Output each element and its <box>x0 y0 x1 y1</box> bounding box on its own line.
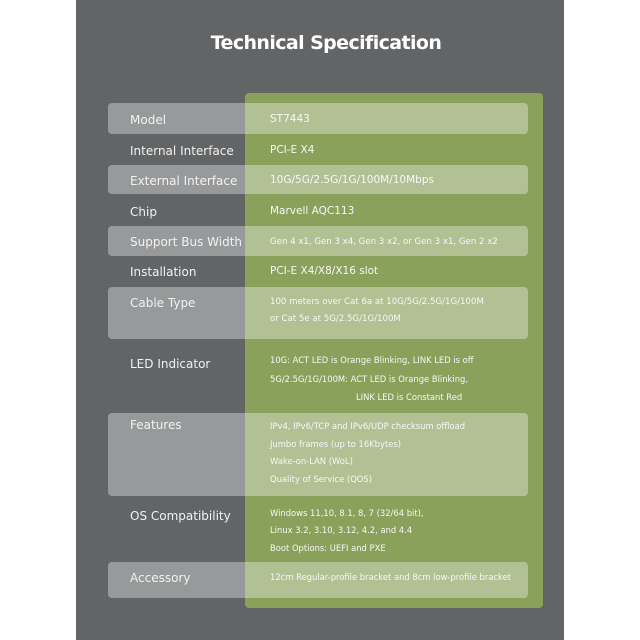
spec-value-led-indicator-line: 10G: ACT LED is Orange Blinking, LINK LED is off <box>270 355 474 365</box>
spec-label-cable-type: Cable Type <box>130 296 196 310</box>
spec-label-installation: Installation <box>130 265 197 279</box>
row-band-cable-type <box>108 287 528 339</box>
spec-label-chip: Chip <box>130 205 157 219</box>
spec-value-cable-type-line: 100 meters over Cat 6a at 10G/5G/2.5G/1G/100M <box>270 297 484 307</box>
spec-value-os-compatibility-line: Boot Options: UEFI and PXE <box>270 543 386 553</box>
spec-value-features-line: Wake-on-LAN (WoL) <box>270 456 353 466</box>
spec-value-led-indicator-line: LINK LED is Constant Red <box>356 392 463 402</box>
spec-value-installation: PCI-E X4/X8/X16 slot <box>270 265 379 277</box>
spec-value-led-indicator-line: 5G/2.5G/1G/100M: ACT LED is Orange Blinking, <box>270 374 469 384</box>
spec-value-features-line: IPv4, IPv6/TCP and IPv6/UDP checksum offload <box>270 421 466 431</box>
spec-value-model: ST7443 <box>270 113 310 125</box>
spec-value-internal-interface: PCI-E X4 <box>270 144 315 156</box>
spec-label-model: Model <box>130 113 167 127</box>
spec-label-features: Features <box>130 418 182 432</box>
row-band-model <box>108 103 528 134</box>
spec-value-cable-type-line: or Cat 5e at 5G/2.5G/1G/100M <box>270 314 401 324</box>
spec-value-features-line: Jumbo frames (up to 16Kbytes) <box>270 439 402 449</box>
spec-value-accessory: 12cm Regular-profile bracket and 8cm low-profile bracket <box>270 572 512 582</box>
spec-label-led-indicator: LED Indicator <box>130 357 211 371</box>
spec-value-os-compatibility-line: Windows 11,10, 8.1, 8, 7 (32/64 bit), <box>270 508 424 518</box>
spec-label-os-compatibility: OS Compatibility <box>130 509 231 523</box>
spec-value-os-compatibility-line: Linux 3.2, 3.10, 3.12, 4.2, and 4.4 <box>270 525 413 535</box>
spec-value-features-line: Quality of Service (QOS) <box>270 474 372 484</box>
spec-label-external-interface: External Interface <box>130 174 238 188</box>
spec-label-support-bus-width: Support Bus Width <box>130 235 243 249</box>
spec-label-accessory: Accessory <box>130 571 191 585</box>
spec-value-external-interface: 10G/5G/2.5G/1G/100M/10Mbps <box>270 174 434 186</box>
spec-value-support-bus-width: Gen 4 x1, Gen 3 x4, Gen 3 x2, or Gen 3 x1, Gen 2 x2 <box>270 237 498 247</box>
spec-label-internal-interface: Internal Interface <box>130 144 234 158</box>
spec-value-chip: Marvell AQC113 <box>270 205 355 217</box>
page-title: Technical Specification <box>210 32 442 54</box>
